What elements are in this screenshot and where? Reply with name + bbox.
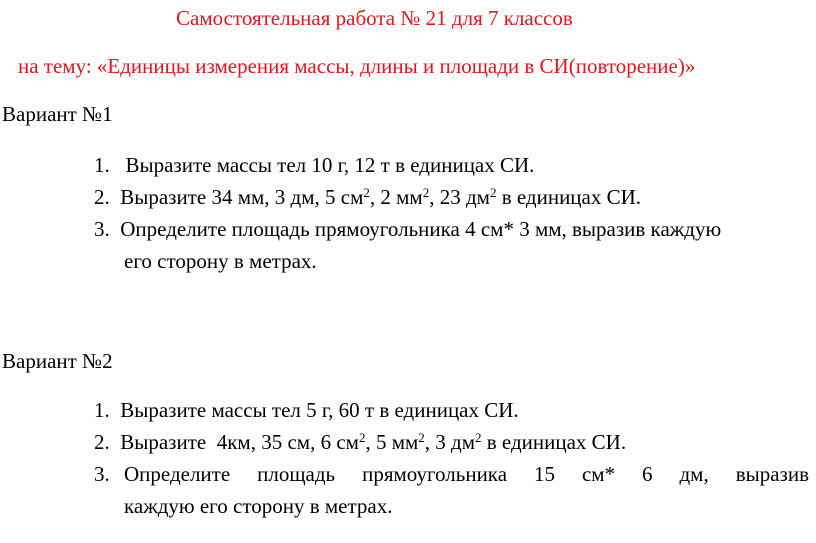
item-number: 1.: [94, 153, 110, 177]
list-item: [94, 461, 110, 487]
item-number: 1.: [94, 398, 110, 422]
list-item: [94, 152, 534, 178]
item-continuation: каждую его сторону в метрах.: [124, 494, 393, 518]
variant-1-heading: Вариант №1: [2, 102, 113, 126]
item-text: Определите площадь прямоугольника 4 см* 3 мм, выразив каждую: [120, 217, 722, 241]
item-continuation: его сторону в метрах.: [124, 249, 317, 273]
item-text: Выразите массы тел 5 г, 60 т в единицах СИ.: [120, 398, 519, 422]
item-text: Выразите 4км, 35 см, 6 $см^2$, 5 $мм^2$, 3 $дм^2$ в единицах СИ.: [120, 430, 627, 454]
list-item: [94, 184, 641, 210]
item-number: 3.: [94, 217, 110, 241]
list-item: [94, 397, 519, 423]
list-item: [94, 429, 626, 455]
list-item: [94, 216, 721, 242]
item-number: 2.: [94, 185, 110, 209]
document-topic: на тему: «Единицы измерения массы, длины и площади в СИ(повторение)»: [18, 54, 696, 78]
item-number: 2.: [94, 430, 110, 454]
document-title: Самостоятельная работа № 21 для 7 классов: [176, 6, 573, 30]
item-number: 3.: [94, 462, 110, 486]
variant-2-heading: Вариант №2: [2, 349, 113, 373]
item-text: Выразите 34 мм, 3 дм, 5 $см^2$, 2 $мм^2$, 23 $дм^2$ в единицах СИ.: [120, 185, 642, 209]
item-text: Определите площадь прямоугольника 15 см* 6 дм, выразив: [124, 462, 809, 486]
item-text: Выразите массы тел 10 г, 12 т в единицах СИ.: [125, 153, 535, 177]
